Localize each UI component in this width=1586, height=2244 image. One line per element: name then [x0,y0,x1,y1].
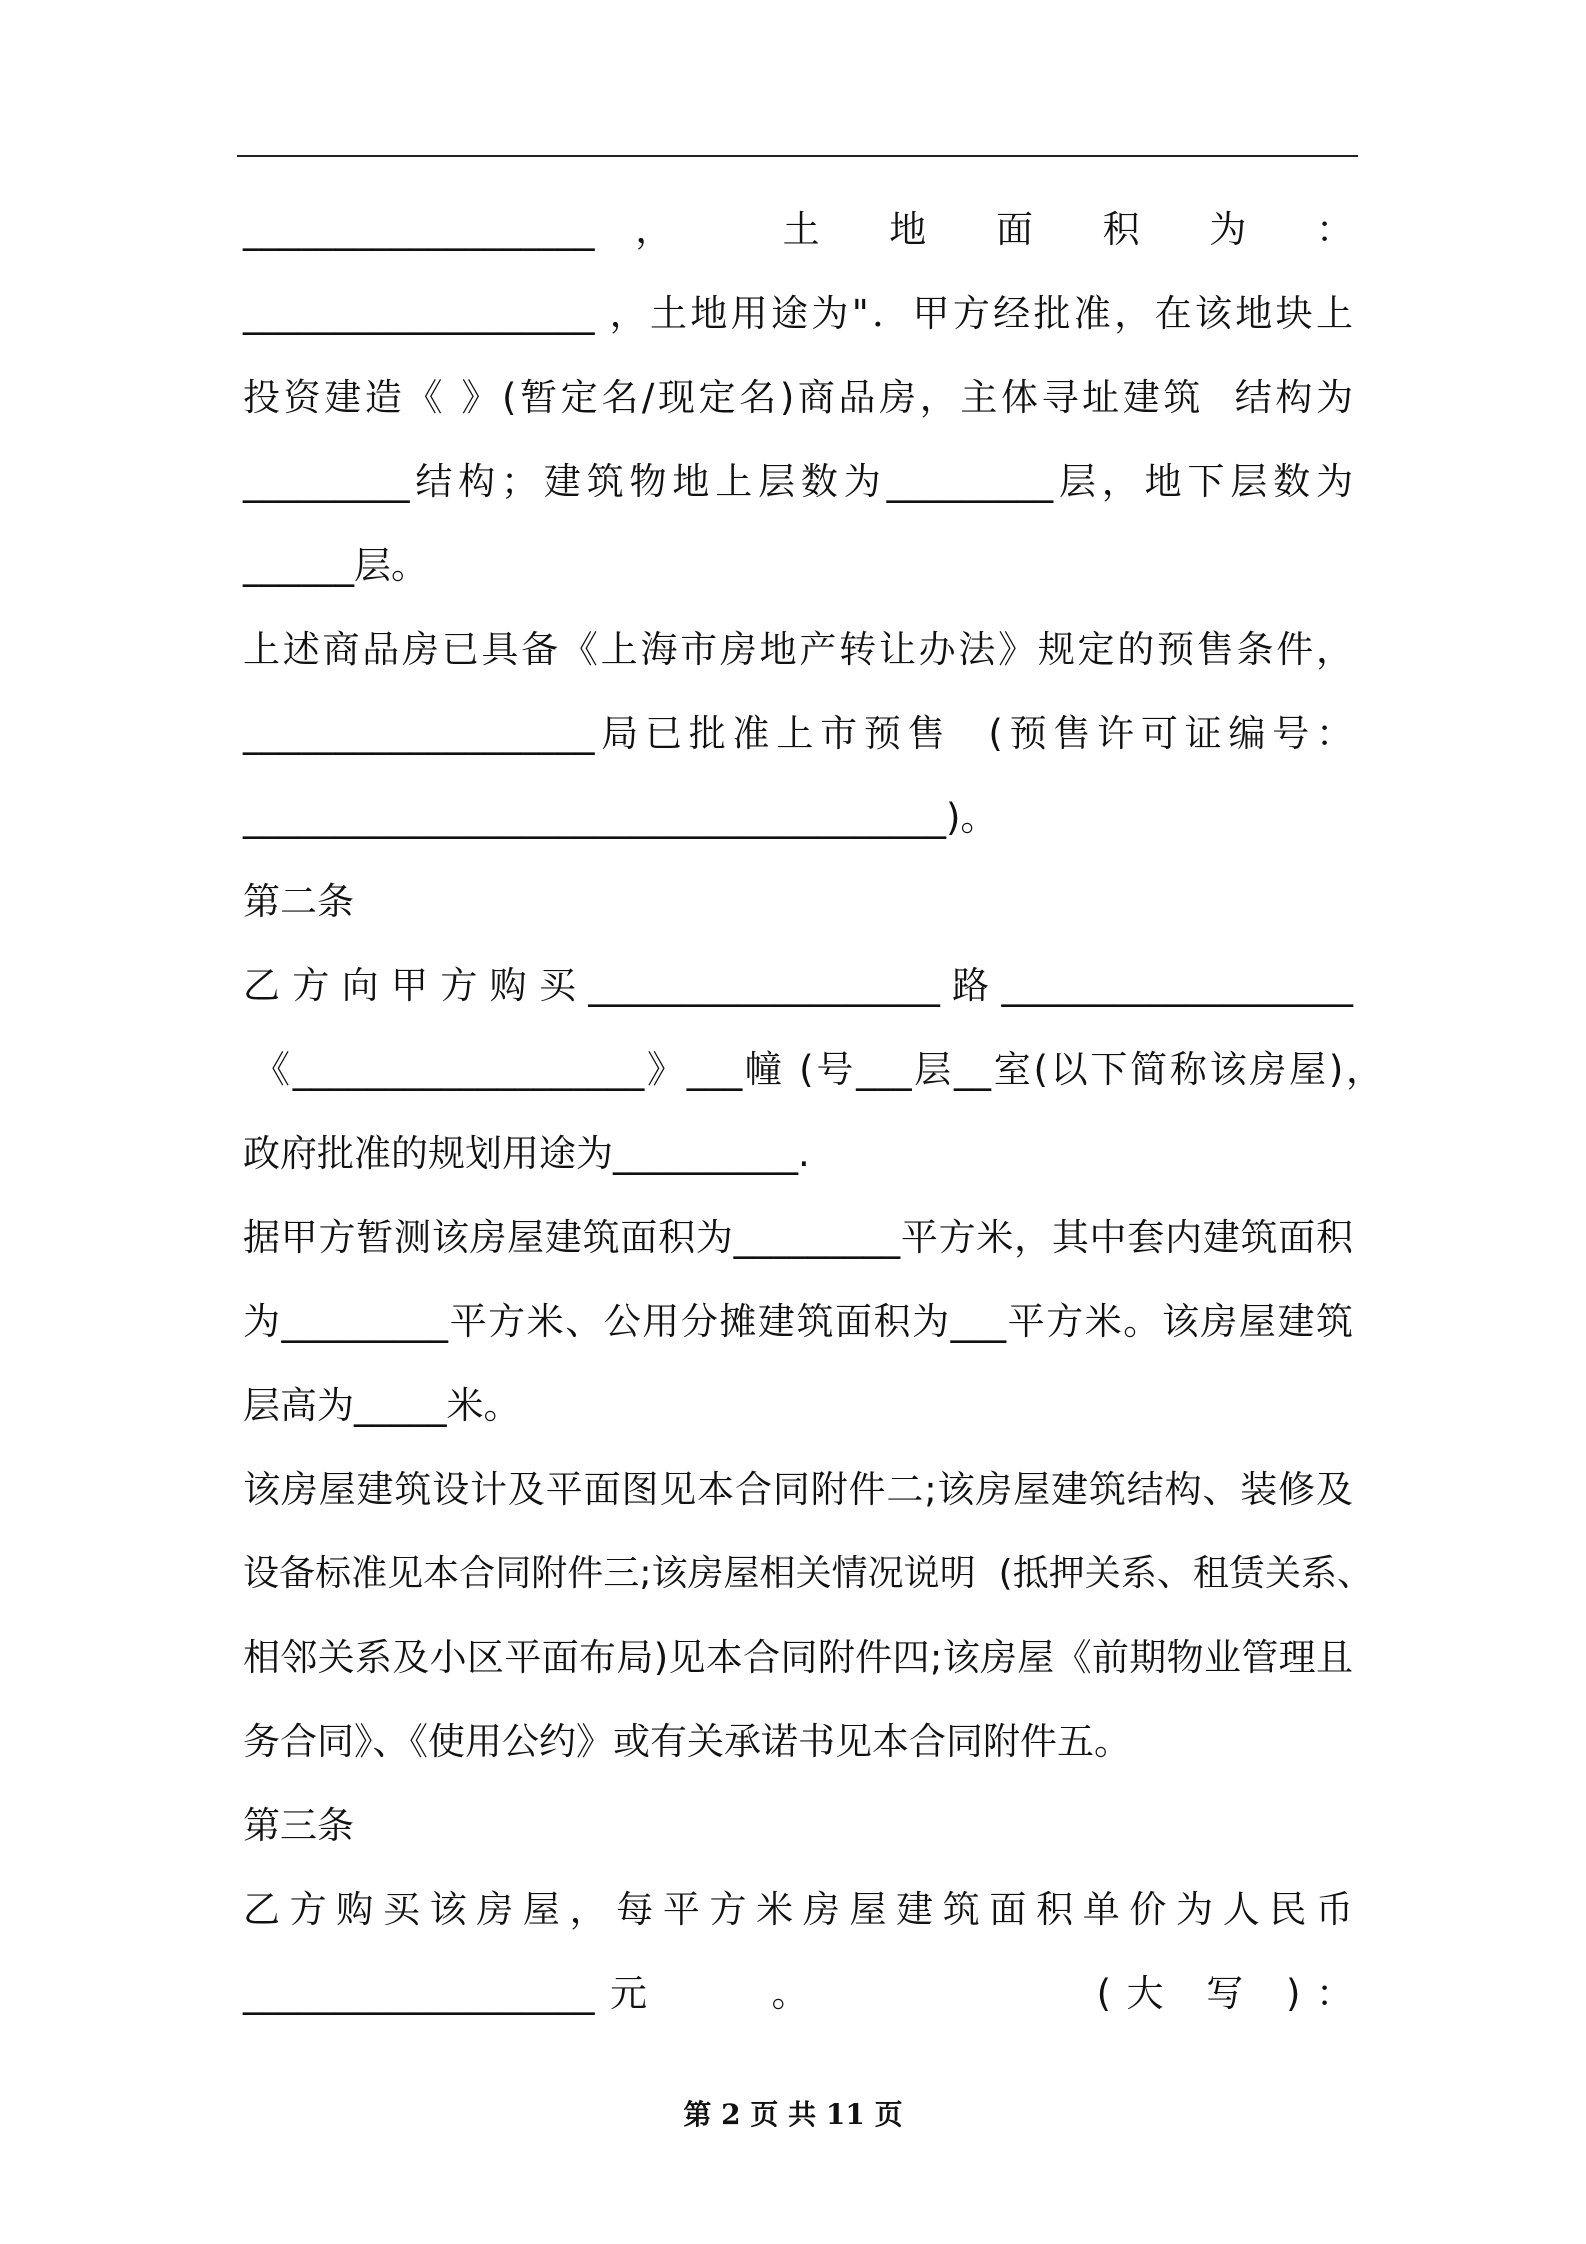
text-line-price-in-words: ___________________元 。 (大 写 )： [243,1972,1353,2015]
text-line-purchase-road: 乙方向甲方购买___________________路___________________ [243,964,1353,1007]
text-line-annex-2: 该房屋建筑设计及平面图见本合同附件二;该房屋建筑结构、装修及 [243,1468,1353,1511]
text-line-permit-number: ______________________________________)。 [243,796,998,839]
text-line-floor-height: 层高为_____米。 [243,1384,521,1427]
text-line-unit: 《___________________》___幢 (号___层__室(以下简称该房屋)， [253,1048,1383,1091]
article-heading-2: 第二条 [243,880,354,923]
text-line-shared-area: 为_________平方米、公用分摊建筑面积为___平方米。该房屋建筑 [243,1300,1353,1343]
text-line-basement: ______层。 [243,544,428,587]
text-line-building-name: 投资建造《 》(暂定名/现定名)商品房，主体寻址建筑 结构为 [243,376,1353,419]
text-line-presale-conditions: 上述商品房已具备《上海市房地产转让办法》规定的预售条件， [243,628,1353,671]
text-line-land-area: ___________________ ， 土 地 面 积 为 ： [243,208,1353,251]
text-line-planned-use: 政府批准的规划用途为__________. [243,1132,810,1175]
text-line-annex-4: 相邻关系及小区平面布局)见本合同附件四;该房屋《前期物业管理且 [243,1636,1353,1679]
text-line-floor-area: 据甲方暂测该房屋建筑面积为_________平方米，其中套内建筑面积 [243,1216,1353,1259]
text-line-unit-price: 乙方购买该房屋，每平方米房屋建筑面积单价为人民币 [243,1888,1353,1931]
text-line-annex-3: 设备标准见本合同附件三;该房屋相关情况说明 (抵押关系、租赁关系、 [243,1553,1373,1594]
text-line-land-use: ___________________ ，土地用途为"．甲方经批准，在该地块上 [243,292,1353,335]
header-rule [237,155,1358,157]
text-line-presale-approval: ___________________局已批准上市预售 (预售许可证编号： [243,712,1353,755]
article-heading-3: 第三条 [243,1804,354,1847]
page-number-footer: 第 2 页 共 11 页 [683,2098,903,2131]
text-line-annex-5: 务合同》、《使用公约》或有关承诺书见本合同附件五。 [243,1720,1131,1763]
text-line-structure: _________结构；建筑物地上层数为_________层，地下层数为 [243,460,1353,503]
